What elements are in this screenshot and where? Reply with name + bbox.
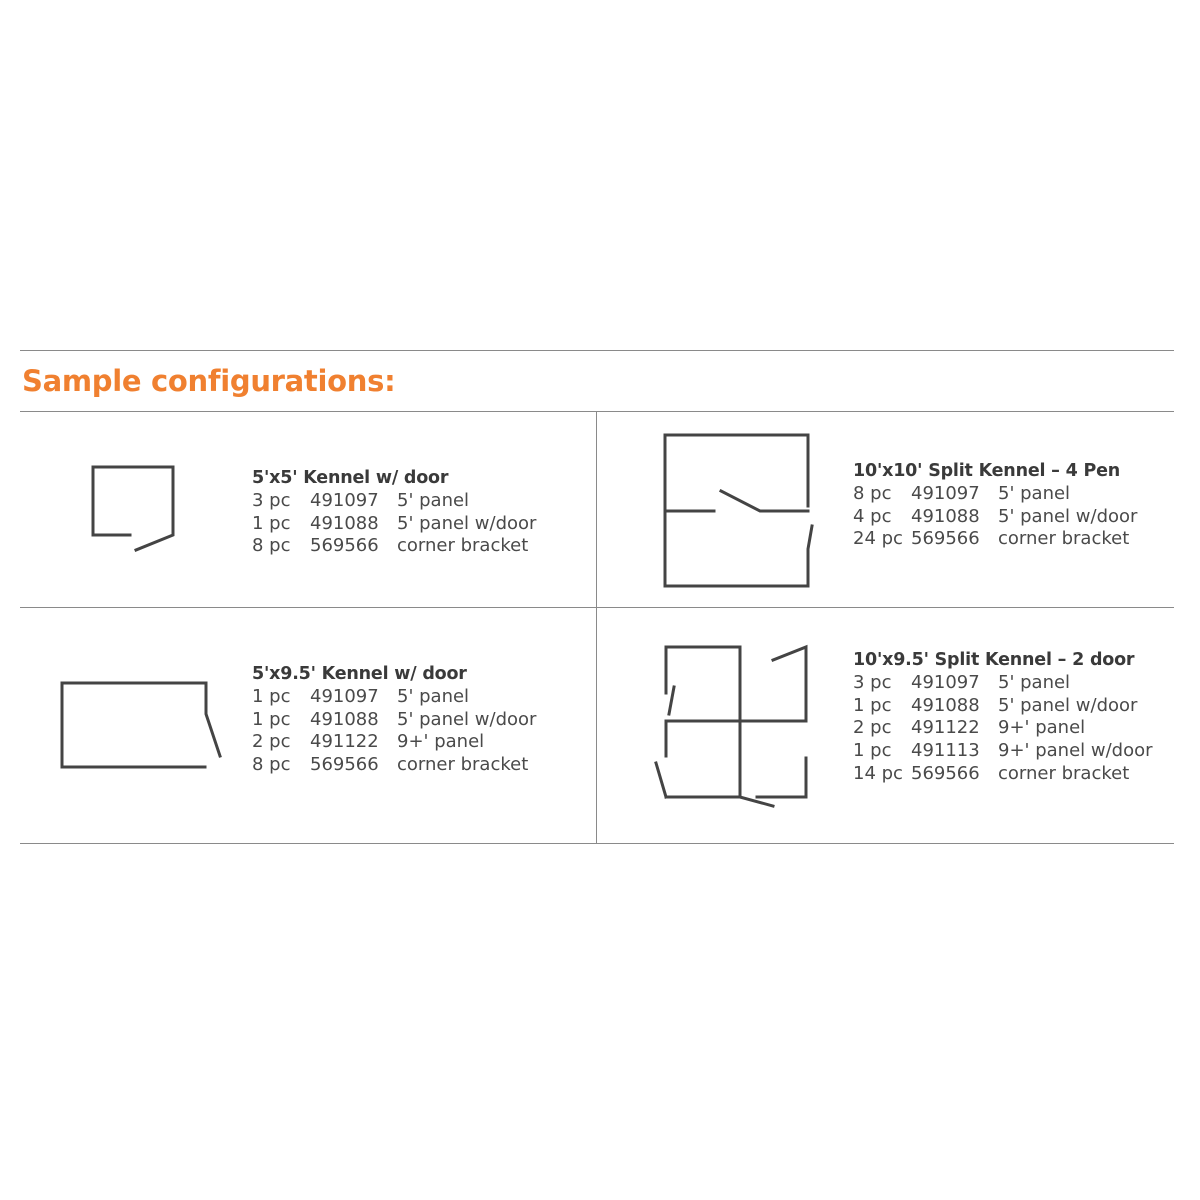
part-number: 569566	[310, 535, 379, 557]
config-title: 10'x10' Split Kennel – 4 Pen	[853, 461, 1121, 481]
part-number: 491122	[911, 717, 980, 739]
part-row	[252, 731, 536, 754]
part-qty: 24 pc	[853, 528, 903, 550]
kennel-5x9-walls	[62, 683, 220, 767]
part-qty: 14 pc	[853, 762, 903, 784]
part-number: 491088	[911, 694, 980, 716]
part-qty: 3 pc	[853, 672, 892, 693]
part-qty: 1 pc	[252, 512, 291, 534]
part-row	[853, 506, 1137, 529]
kennel-10x10-door	[721, 491, 808, 511]
top-rule	[20, 350, 1174, 351]
part-row	[853, 528, 1137, 551]
part-desc: 5' panel w/door	[998, 694, 1138, 716]
kennel-10x9-diagram	[645, 635, 820, 810]
part-number: 491097	[310, 490, 379, 511]
part-desc: 5' panel w/door	[998, 505, 1138, 527]
part-number: 569566	[911, 762, 980, 784]
config-kennel-5x5	[252, 467, 536, 558]
part-qty: 2 pc	[252, 731, 291, 753]
part-number: 491097	[911, 483, 980, 504]
config-title: 5'x9.5' Kennel w/ door	[252, 664, 467, 684]
part-row	[853, 672, 1153, 695]
part-row	[252, 686, 536, 709]
part-desc: 5' panel	[397, 686, 470, 707]
table-bottom-rule	[20, 843, 1174, 844]
part-desc: 9+' panel	[397, 731, 485, 753]
part-row	[853, 483, 1137, 506]
kennel-10x10-outer-bottom	[665, 511, 812, 586]
part-number: 491113	[911, 740, 980, 762]
part-desc: corner bracket	[998, 528, 1130, 550]
part-qty: 1 pc	[853, 694, 892, 716]
part-desc: 5' panel w/door	[397, 512, 537, 534]
part-number: 491088	[310, 512, 379, 534]
part-number: 491122	[310, 731, 379, 753]
part-qty: 1 pc	[252, 708, 291, 730]
part-qty: 3 pc	[252, 490, 291, 511]
config-title: 5'x5' Kennel w/ door	[252, 468, 449, 488]
kennel-5x9-diagram	[50, 670, 235, 780]
kennel-5x5-diagram	[80, 455, 190, 565]
part-row	[252, 535, 536, 558]
part-qty: 8 pc	[252, 754, 291, 776]
part-desc: 5' panel	[998, 483, 1071, 504]
config-kennel-10x10	[853, 460, 1137, 551]
part-number: 491088	[911, 505, 980, 527]
part-desc: corner bracket	[998, 762, 1130, 784]
part-row	[252, 513, 536, 536]
part-row	[853, 717, 1153, 740]
kennel-5x5-walls	[93, 467, 173, 550]
part-desc: corner bracket	[397, 535, 529, 557]
part-desc: corner bracket	[397, 754, 529, 776]
part-qty: 1 pc	[252, 686, 291, 707]
row-divider	[20, 607, 1174, 608]
section-heading: Sample configurations:	[22, 364, 396, 398]
column-divider	[596, 411, 597, 844]
part-qty: 1 pc	[853, 740, 892, 762]
part-desc: 9+' panel	[998, 717, 1086, 739]
part-row	[853, 740, 1153, 763]
part-number: 569566	[911, 528, 980, 550]
kennel-10x9-door-left	[669, 687, 674, 714]
part-desc: 9+' panel w/door	[998, 740, 1153, 762]
part-row	[252, 754, 536, 777]
config-kennel-5x9	[252, 663, 536, 777]
part-desc: 5' panel w/door	[397, 708, 537, 730]
kennel-10x10-diagram	[655, 425, 825, 595]
part-number: 569566	[310, 754, 379, 776]
part-qty: 2 pc	[853, 717, 892, 739]
part-number: 491097	[911, 672, 980, 693]
part-row	[853, 695, 1153, 718]
part-qty: 4 pc	[853, 505, 892, 527]
part-row	[853, 763, 1153, 786]
table-top-rule	[20, 411, 1174, 412]
config-title: 10'x9.5' Split Kennel – 2 door	[853, 650, 1135, 670]
part-desc: 5' panel	[397, 490, 470, 511]
part-desc: 5' panel	[998, 672, 1071, 693]
part-number: 491088	[310, 708, 379, 730]
part-row	[252, 709, 536, 732]
kennel-10x9-bottom-right	[757, 758, 806, 797]
kennel-10x9-door-bottom	[656, 763, 666, 797]
config-kennel-10x9	[853, 649, 1153, 786]
part-number: 491097	[310, 686, 379, 707]
part-qty: 8 pc	[853, 483, 892, 504]
kennel-10x9-top-right	[666, 647, 806, 756]
part-row	[252, 490, 536, 513]
part-qty: 8 pc	[252, 535, 291, 557]
